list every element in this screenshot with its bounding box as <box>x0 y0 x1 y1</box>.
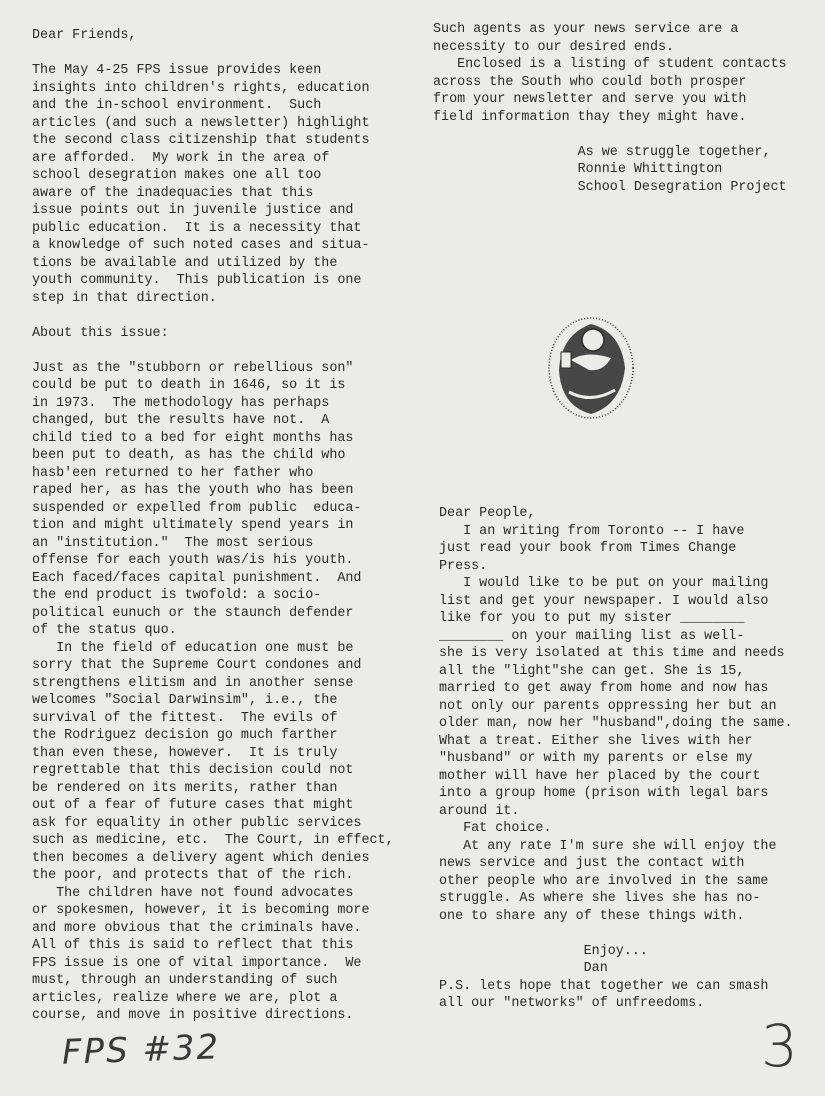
text-line: Such agents as your news service are a <box>433 22 739 37</box>
text-line: tion and might ultimately spend years in <box>32 518 354 533</box>
text-line: sorry that the Supreme Court condones and <box>32 658 362 673</box>
text-line: welcomes "Social Darwinsim", i.e., the <box>32 693 338 708</box>
text-line: Press. <box>439 558 488 574</box>
text-line <box>32 307 394 325</box>
text-line: As we struggle together, <box>433 144 771 160</box>
text-line: around it. <box>439 803 520 819</box>
text-line: strengthens elitism and in another sense <box>32 675 354 691</box>
text-line: hasb'een returned to her father who <box>32 465 314 481</box>
text-line: political eunuch or the staunch defender <box>32 605 354 621</box>
text-line: changed, but the results have not. A <box>32 413 330 428</box>
text-line: issue points out in juvenile justice and <box>32 203 354 218</box>
text-line: youth community. This publication is one <box>32 273 362 288</box>
text-line: married to get away from home and now has <box>439 681 769 696</box>
text-line: she is very isolated at this time and needs <box>439 646 785 661</box>
text-line: in 1973. The methodology has perhaps <box>32 395 330 411</box>
text-line: are afforded. My work in the area of <box>32 150 330 166</box>
text-line: list and get your newspaper. I would also <box>439 593 769 609</box>
text-line: Enjoy... <box>439 943 648 959</box>
text-line: Ronnie Whittington <box>433 162 723 177</box>
text-line: I an writing from Toronto -- I have <box>439 523 745 539</box>
text-line: of the status quo. <box>32 623 177 638</box>
text-line: the Rodriguez decision go much farther <box>32 728 338 743</box>
text-line: ________ on your mailing list as well- <box>439 628 745 644</box>
text-line: P.S. lets hope that together we can smash <box>439 978 769 994</box>
letter-dear-people <box>439 505 793 1013</box>
text-line: necessity to our desired ends. <box>433 39 675 55</box>
text-line: all the "light"she can get. She is 15, <box>439 663 745 679</box>
text-line <box>433 126 787 144</box>
text-line: regrettable that this decision could not <box>32 763 354 778</box>
text-line <box>32 45 394 63</box>
text-line: like for you to put my sister ________ <box>439 611 745 626</box>
text-line: Enclosed is a listing of student contacts <box>433 57 787 72</box>
text-line: must, through an understanding of such <box>32 973 338 988</box>
text-line: such as medicine, etc. The Court, in effect, <box>32 833 394 848</box>
text-line: from your newsletter and serve you with <box>433 92 747 107</box>
text-line: step in that direction. <box>32 290 217 306</box>
text-line: be rendered on its merits, rather than <box>32 780 338 796</box>
text-line: What a treat. Either she lives with her <box>439 733 753 749</box>
text-line: and the in-school environment. Such <box>32 98 322 113</box>
text-line: Just as the "stubborn or rebellious son" <box>32 360 354 376</box>
text-line: could be put to death in 1646, so it is <box>32 378 346 393</box>
text-line: older man, now her "husband",doing the same. <box>439 716 793 731</box>
text-line: school desegration makes one all too <box>32 168 322 183</box>
text-line: The May 4-25 FPS issue provides keen <box>32 63 322 78</box>
text-line <box>439 925 793 943</box>
text-line: an "institution." The most serious <box>32 535 314 551</box>
text-line: been put to death, as has the child who <box>32 448 346 463</box>
text-line: field information thay they might have. <box>433 109 747 125</box>
text-line: and more obvious that the criminals have. <box>32 920 362 936</box>
text-line: course, and move in positive directions. <box>32 1008 354 1023</box>
text-line: mother will have her placed by the court <box>439 768 761 784</box>
text-line: Fat choice. <box>439 821 552 836</box>
text-line: insights into children's rights, education <box>32 80 370 96</box>
text-line: the poor, and protects that of the rich. <box>32 868 354 883</box>
page-number: 3 <box>761 1012 798 1080</box>
text-line: I would like to be put on your mailing <box>439 576 769 591</box>
text-line: across the South who could both prosper <box>433 74 747 90</box>
letter-continuation <box>433 21 787 196</box>
text-line: into a group home (prison with legal bars <box>439 786 769 801</box>
text-line: struggle. As where she lives she has no- <box>439 891 761 906</box>
text-line: Dan <box>439 961 608 976</box>
text-line: offense for each youth was/is his youth. <box>32 553 354 568</box>
text-line <box>32 342 394 360</box>
text-line: In the field of education one must be <box>32 640 354 656</box>
text-line: survival of the fittest. The evils of <box>32 710 338 726</box>
text-line: a knowledge of such noted cases and situa- <box>32 238 370 253</box>
text-line: tions be available and utilized by the <box>32 255 338 271</box>
text-line: School Desegration Project <box>433 179 787 195</box>
text-line: the end product is twofold: a socio- <box>32 588 322 603</box>
text-line: all our "networks" of unfreedoms. <box>439 996 705 1011</box>
text-line: FPS issue is one of vital importance. We <box>32 955 362 971</box>
hand-drawn-logo-icon <box>541 310 641 426</box>
text-line: other people who are involved in the same <box>439 873 769 889</box>
handwritten-issue-number: FPS #32 <box>61 1027 221 1073</box>
text-line: All of this is said to reflect that this <box>32 938 354 953</box>
text-line: At any rate I'm sure she will enjoy the <box>439 838 777 854</box>
text-line: the second class citizenship that students <box>32 133 370 148</box>
text-line: articles, realize where we are, plot a <box>32 990 338 1006</box>
text-line: suspended or expelled from public educa- <box>32 500 362 516</box>
text-line: The children have not found advocates <box>32 885 354 901</box>
text-line: public education. It is a necessity that <box>32 220 362 236</box>
text-line: out of a fear of future cases that might <box>32 798 354 813</box>
text-line: then becomes a delivery agent which denies <box>32 850 370 866</box>
text-line: Dear Friends, <box>32 28 137 43</box>
text-line: or spokesmen, however, it is becoming more <box>32 903 370 918</box>
text-line: raped her, as has the youth who has been <box>32 483 354 498</box>
text-line: child tied to a bed for eight months has <box>32 430 354 446</box>
text-line: one to share any of these things with. <box>439 908 745 924</box>
text-line: just read your book from Times Change <box>439 541 737 556</box>
text-line: Each faced/faces capital punishment. And <box>32 570 362 586</box>
text-line: not only our parents oppressing her but an <box>439 698 777 714</box>
text-line: ask for equality in other public services <box>32 815 362 831</box>
letter-dear-friends <box>32 27 394 1025</box>
text-line: Dear People, <box>439 506 536 521</box>
text-line: news service and just the contact with <box>439 856 745 871</box>
text-line: articles (and such a newsletter) highlight <box>32 115 370 131</box>
text-line: "husband" or with my parents or else my <box>439 751 753 766</box>
text-line: than even these, however. It is truly <box>32 745 338 761</box>
text-line: About this issue: <box>32 325 169 341</box>
text-line: aware of the inadequacies that this <box>32 185 314 201</box>
